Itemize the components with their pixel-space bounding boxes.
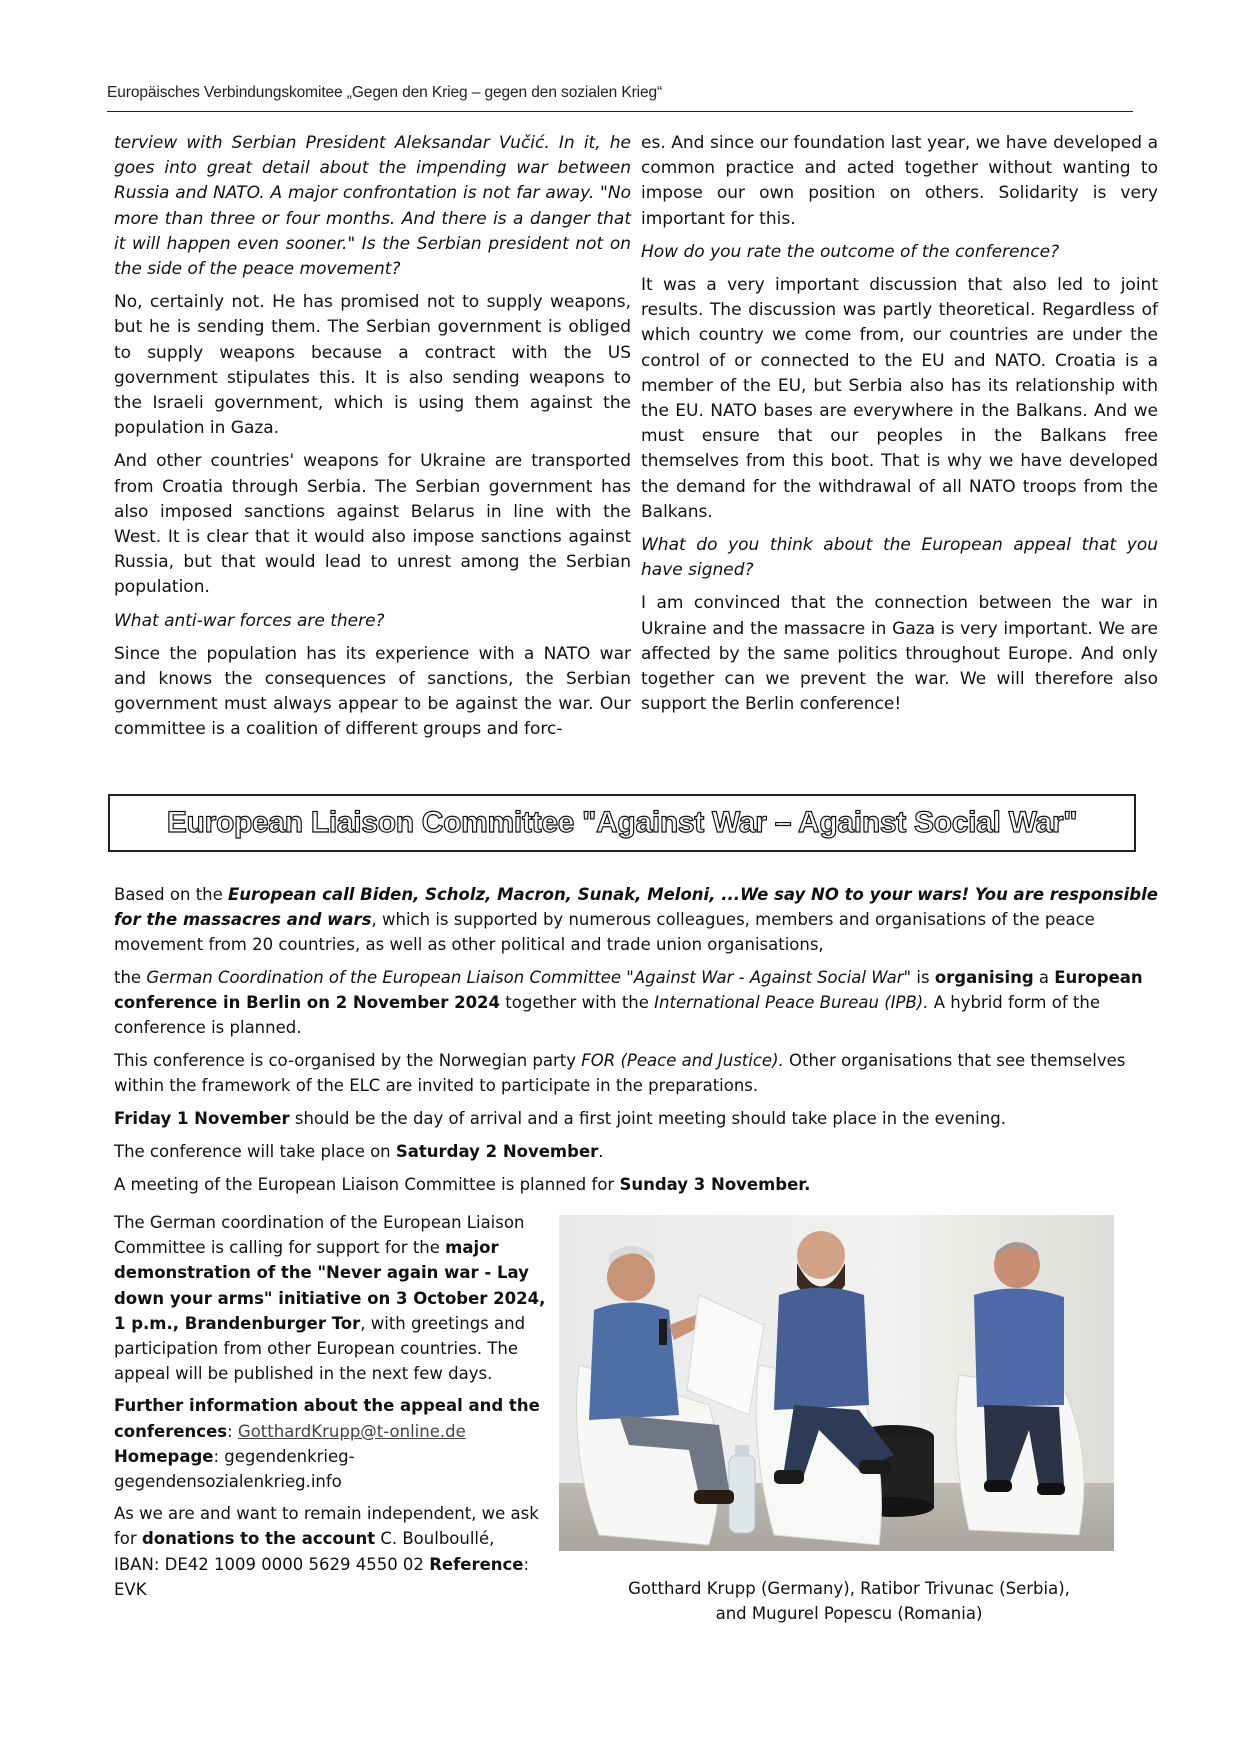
announcement-paragraph bbox=[114, 1048, 1164, 1098]
reference-value: : EVK bbox=[114, 1554, 530, 1599]
homepage-url: : gegendenkrieg-gegendensozialenkrieg.info bbox=[114, 1446, 355, 1492]
date-saturday: Saturday 2 November bbox=[395, 1142, 599, 1161]
date-friday: Friday 1 November bbox=[114, 1109, 290, 1128]
section-banner bbox=[108, 794, 1136, 852]
announcement-body bbox=[114, 882, 1164, 1205]
text-run: : bbox=[227, 1421, 238, 1441]
announcement-paragraph bbox=[114, 1106, 1164, 1131]
text-run: a bbox=[1033, 968, 1055, 987]
text-run: , with greetings and participation from other European countries. The appeal will be published in the next few days. bbox=[114, 1313, 526, 1384]
organisation-name: German Coordination of the European Liaison Committee "Against War - Against Social War" bbox=[146, 968, 912, 987]
text-run: organising bbox=[934, 968, 1034, 987]
demonstration-paragraph bbox=[114, 1210, 550, 1386]
interview-left-column bbox=[114, 131, 631, 751]
text-run: Based on the bbox=[114, 885, 229, 904]
interview-question: What anti-war forces are there? bbox=[114, 610, 385, 631]
text-run: The conference will take place on bbox=[114, 1142, 396, 1161]
text-run: A hybrid form of the conference is planned. bbox=[114, 993, 1100, 1037]
date-sunday: Sunday 3 November. bbox=[619, 1175, 811, 1194]
interview-question: How do you rate the outcome of the conference? bbox=[641, 241, 1060, 262]
interview-question: What do you think about the European appeal that you have signed? bbox=[641, 535, 1158, 581]
caption-line: and Mugurel Popescu (Romania) bbox=[715, 1604, 983, 1623]
lower-left-text bbox=[114, 1210, 550, 1609]
european-call-title: European call Biden, Scholz, Macron, Sunak, Meloni, ...We say NO to your wars! You are responsible for the massacres and wars bbox=[114, 885, 1158, 929]
text-run: should be the day of arrival and a first joint meeting should take place in the evening. bbox=[289, 1109, 1006, 1128]
text-run: The German coordination of the European Liaison Committee is calling for support for the bbox=[114, 1213, 525, 1258]
conference-name: European conference in Berlin on 2 November 2024 bbox=[114, 968, 1143, 1012]
photo-caption bbox=[559, 1576, 1139, 1626]
reference-label: Reference bbox=[429, 1554, 524, 1574]
text-run: This conference is co-organised by the Norwegian party bbox=[114, 1051, 582, 1070]
interview-answer: No, certainly not. He has promised not to supply weapons, but he is sending them. The Serbian government is obliged to supply weapons because a contract with the US government stipulates this. It is also sending weapons to the Israeli government, which is using them against the population in Gaza. bbox=[114, 292, 631, 439]
conference-photo bbox=[559, 1215, 1114, 1551]
announcement-paragraph bbox=[114, 1139, 1164, 1164]
interview-right-column bbox=[641, 131, 1158, 725]
interview-answer: es. And since our foundation last year, we have developed a common practice and acted together without wanting to impose our own position on others. Solidarity is very important for this. bbox=[641, 133, 1158, 229]
email-link[interactable]: GotthardKrupp@t-online.de bbox=[237, 1421, 466, 1441]
running-header: Europäisches Verbindungskomitee „Gegen den Krieg – gegen den sozialen Krieg“ bbox=[107, 84, 663, 101]
interview-question: terview with Serbian President Aleksandar Vučić. In it, he goes into great detail about the impending war between Russia and NATO. A major confrontation is not far away. "No more than three or four months. And there is a danger that it will happen even sooner." Is the Serbian president not on the side of the peace movement? bbox=[114, 133, 631, 280]
homepage-label: Homepage bbox=[114, 1446, 214, 1466]
announcement-paragraph bbox=[114, 1172, 1164, 1197]
text-run: the bbox=[114, 968, 147, 987]
caption-line: Gotthard Krupp (Germany), Ratibor Trivunac (Serbia), bbox=[628, 1579, 1070, 1598]
interview-answer: I am convinced that the connection between the war in Ukraine and the massacre in Gaza is very important. We are affected by the same politics throughout Europe. And only together can we prevent the war. We will therefore also support the Berlin conference! bbox=[641, 593, 1158, 715]
donation-paragraph bbox=[114, 1501, 550, 1602]
iban: IBAN: DE42 1009 0000 5629 4550 02 bbox=[114, 1554, 430, 1574]
ipb-name: International Peace Bureau (IPB). bbox=[654, 993, 929, 1012]
announcement-paragraph bbox=[114, 882, 1164, 957]
interview-answer: And other countries' weapons for Ukraine are transported from Croatia through Serbia. The Serbian government has also imposed sanctions against Belarus in line with the West. It is clear that it would also impose sanctions against Russia, but that would lead to unrest among the Serbian population. bbox=[114, 451, 631, 598]
header-rule bbox=[107, 111, 1133, 112]
account-holder: C. Boulboullé, bbox=[375, 1529, 495, 1549]
announcement-paragraph bbox=[114, 965, 1164, 1040]
demonstration-details: major demonstration of the "Never again war - Lay down your arms" initiative on 3 October 2024, 1 p.m., Brandenburger Tor bbox=[114, 1238, 546, 1333]
contact-label: Further information about the appeal and the conferences bbox=[114, 1396, 540, 1441]
banner-title: European Liaison Committee "Against War – Against Social War" bbox=[166, 806, 1078, 839]
text-run: is bbox=[911, 968, 935, 987]
donation-label: donations to the account bbox=[141, 1529, 376, 1549]
text-run: A meeting of the European Liaison Committee is planned for bbox=[114, 1175, 620, 1194]
text-run: Other organisations that see themselves within the framework of the ELC are invited to participate in the preparations. bbox=[114, 1051, 1126, 1095]
text-run: . bbox=[598, 1142, 604, 1161]
contact-paragraph bbox=[114, 1393, 550, 1494]
interview-answer: Since the population has its experience with a NATO war and knows the consequences of sanctions, the Serbian government must always appear to be against the war. Our committee is a coalition of different groups and forc- bbox=[114, 643, 631, 740]
interview-answer: It was a very important discussion that also led to joint results. The discussion was partly theoretical. Regardless of which country we come from, our countries are under the control of or connected to the EU and NATO. Croatia is a member of the EU, but Serbia also has its relationship with the EU. NATO bases are everywhere in the Balkans. And we must ensure that our peoples in the Balkans free themselves from this boot. That is why we have developed the demand for the withdrawal of all NATO troops from the Balkans. bbox=[641, 275, 1158, 522]
text-run: As we are and want to remain independent, we ask for bbox=[114, 1504, 539, 1549]
party-name: FOR (Peace and Justice). bbox=[581, 1051, 784, 1070]
text-run: , which is supported by numerous colleagues, members and organisations of the peace movement from 20 countries, as well as other political and trade union organisations, bbox=[114, 910, 1095, 954]
text-run: together with the bbox=[500, 993, 655, 1012]
